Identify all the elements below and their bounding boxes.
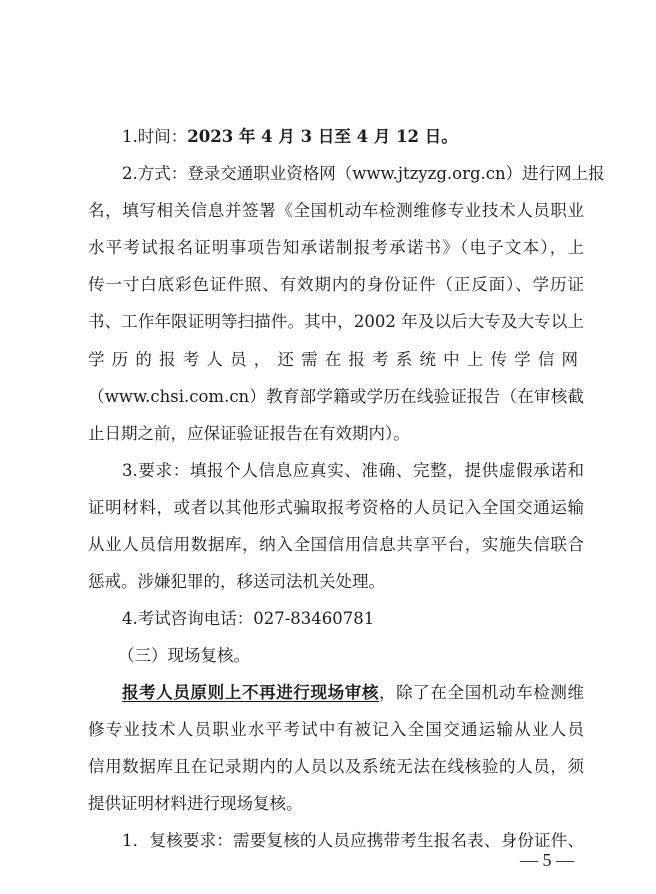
- method-line-3: 水平考试报名证明事项告知承诺制报考承诺书》（电子文本），上: [88, 238, 584, 257]
- review-line-2: 修专业技术人员职业水平考试中有被记入全国交通运输从业人员: [88, 720, 584, 739]
- method-line-7: （www.chsi.com.cn）教育部学籍或学历在线验证报告（在审核截: [88, 387, 584, 406]
- review-requirement-line: 1．复核要求：需要复核的人员应携带考生报名表、身份证件、: [122, 831, 584, 850]
- requirement-line-3: 从业人员信用数据库，纳入全国信用信息共享平台，实施失信联合: [88, 535, 584, 554]
- method-line-4: 传一寸白底彩色证件照、有效期内的身份证件（正反面）、学历证: [88, 275, 584, 294]
- method-line-6: 学历的报考人员，还需在报考系统中上传学信网: [88, 350, 584, 369]
- method-line-8: 止日期之前，应保证验证报告在有效期内）。: [88, 424, 410, 443]
- time-label: 1.时间：: [122, 127, 188, 146]
- review-line-1-rest: ，除了在全国机动车检测维: [379, 683, 585, 702]
- page-number: — 5 —: [520, 850, 574, 870]
- time-value: 2023 年 4 月 3 日至 4 月 12 日。: [187, 127, 458, 146]
- method-line-1: 2.方式：登录交通职业资格网（www.jtzyzg.org.cn）进行网上报: [122, 164, 605, 183]
- review-line-3: 信用数据库且在记录期内的人员以及系统无法在线核验的人员，须: [88, 757, 584, 776]
- requirement-line-4: 惩戒。涉嫌犯罪的，移送司法机关处理。: [88, 572, 385, 591]
- review-line-4: 提供证明材料进行现场复核。: [88, 794, 303, 813]
- contact-phone-line: 4.考试咨询电话：027-83460781: [122, 609, 375, 628]
- method-line-5: 书、工作年限证明等扫描件。其中，2002 年及以后大专及大专以上: [88, 312, 584, 331]
- review-line-1: [122, 682, 584, 704]
- time-line: [122, 126, 618, 148]
- review-emphasis: 报考人员原则上不再进行现场审核: [122, 683, 380, 702]
- requirement-line-1: 3.要求：填报个人信息应真实、准确、完整，提供虚假承诺和: [122, 461, 584, 480]
- requirement-line-2: 证明材料，或者以其他形式骗取报考资格的人员记入全国交通运输: [88, 498, 584, 517]
- method-line-2: 名，填写相关信息并签署《全国机动车检测维修专业技术人员职业: [88, 201, 584, 220]
- section-heading: （三）现场复核。: [118, 646, 250, 665]
